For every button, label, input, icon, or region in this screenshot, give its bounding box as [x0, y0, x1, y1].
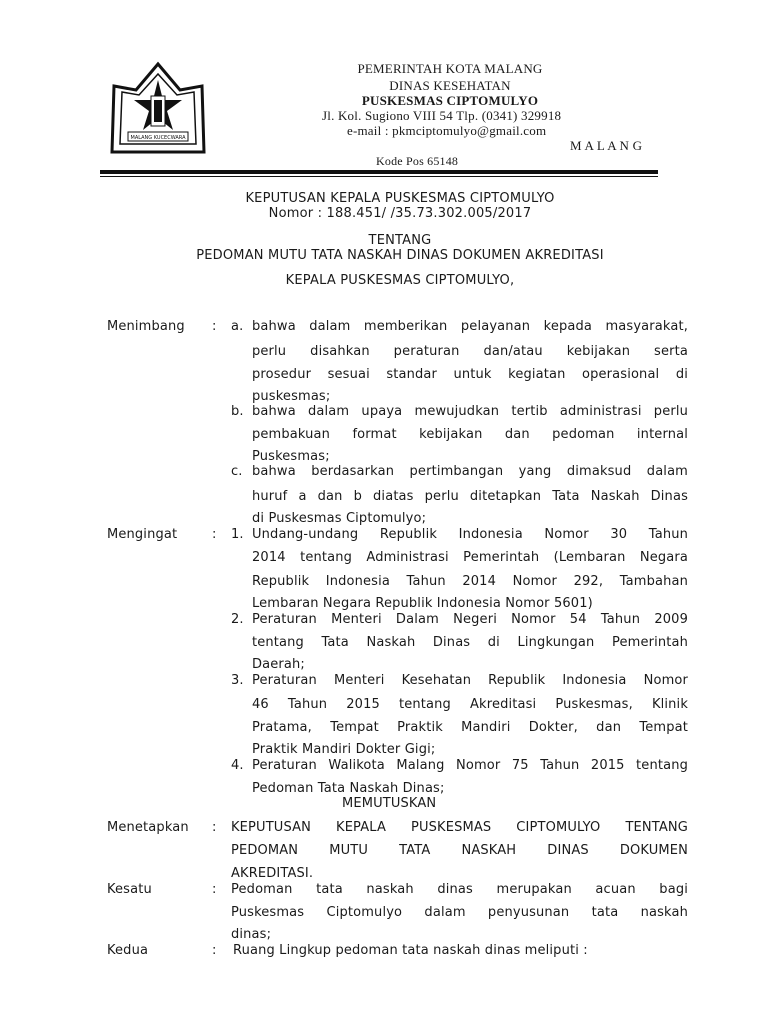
mengingat-3-line: 46 Tahun 2015 tentang Akreditasi Puskesmas, Klinik: [252, 697, 688, 712]
marker-3: 3.: [231, 673, 244, 688]
menimbang-b-line: bahwa dalam upaya mewujudkan tertib administrasi perlu: [252, 404, 688, 419]
mengingat-1-line: Lembaran Negara Republik Indonesia Nomor 5601): [252, 596, 593, 611]
marker-a: a.: [231, 319, 244, 334]
kedua-line: Ruang Lingkup pedoman tata naskah dinas meliputi :: [233, 943, 588, 958]
mengingat-2-line: Peraturan Menteri Dalam Negeri Nomor 54 Tahun 2009: [252, 612, 688, 627]
gov-name: PEMERINTAH KOTA MALANG: [357, 61, 543, 76]
mengingat-3-line: Praktik Mandiri Dokter Gigi;: [252, 742, 436, 757]
menimbang-label: Menimbang: [107, 319, 185, 334]
mengingat-1-line: Undang-undang Republik Indonesia Nomor 30 Tahun: [252, 527, 688, 542]
menimbang-a-line: bahwa dalam memberikan pelayanan kepada masyarakat,: [252, 319, 688, 334]
menimbang-a-line: perlu disahkan peraturan dan/atau kebijakan serta: [252, 344, 688, 359]
marker-c: c.: [231, 464, 243, 479]
svg-text:MALANG KUCECWARA: MALANG KUCECWARA: [130, 135, 186, 141]
issuer: KEPALA PUSKESMAS CIPTOMULYO,: [285, 273, 515, 288]
dept-name: DINAS KESEHATAN: [389, 78, 511, 93]
menimbang-a-line: prosedur sesuai standar untuk kegiatan operasional di: [252, 367, 688, 382]
menetapkan-line: KEPUTUSAN KEPALA PUSKESMAS CIPTOMULYO TENTANG: [231, 820, 688, 835]
mengingat-1-line: Republik Indonesia Tahun 2014 Nomor 292, Tambahan: [252, 574, 688, 589]
mengingat-4-line: Peraturan Walikota Malang Nomor 75 Tahun 2015 tentang: [252, 758, 688, 773]
menimbang-b-line: pembakuan format kebijakan dan pedoman internal: [252, 427, 688, 442]
city: M A L A N G: [570, 138, 643, 153]
mengingat-1-line: 2014 tentang Administrasi Pemerintah (Lembaran Negara: [252, 550, 688, 565]
decree-subject: PEDOMAN MUTU TATA NASKAH DINAS DOKUMEN AKREDITASI: [196, 248, 604, 263]
kesatu-line: Pedoman tata naskah dinas merupakan acuan bagi: [231, 882, 688, 897]
address: Jl. Kol. Sugiono VIII 54 Tlp. (0341) 329918: [322, 108, 562, 123]
kedua-colon: :: [212, 943, 217, 958]
kedua-label: Kedua: [107, 943, 149, 958]
menimbang-a-line: puskesmas;: [252, 389, 331, 404]
menetapkan-line: PEDOMAN MUTU TATA NASKAH DINAS DOKUMEN: [231, 843, 688, 858]
marker-b: b.: [231, 404, 244, 419]
mengingat-3-line: Peraturan Menteri Kesehatan Republik Indonesia Nomor: [252, 673, 688, 688]
menetapkan-line: AKREDITASI.: [231, 866, 314, 881]
mengingat-label: Mengingat: [107, 527, 178, 542]
menimbang-b-line: Puskesmas;: [252, 449, 330, 464]
kesatu-colon: :: [212, 882, 217, 897]
mengingat-2-line: tentang Tata Naskah Dinas di Lingkungan Pemerintah: [252, 635, 688, 650]
menimbang-c-line: di Puskesmas Ciptomulyo;: [252, 511, 427, 526]
menimbang-c-line: bahwa berdasarkan pertimbangan yang dimaksud dalam: [252, 464, 688, 479]
institution-name: PUSKESMAS CIPTOMULYO: [361, 93, 539, 108]
mengingat-4-line: Pedoman Tata Naskah Dinas;: [252, 781, 445, 796]
email: e-mail : pkmciptomulyo@gmail.com: [347, 123, 547, 138]
kesatu-line: Puskesmas Ciptomulyo dalam penyusunan tata naskah: [231, 905, 688, 920]
mengingat-2-line: Daerah;: [252, 657, 305, 672]
menimbang-colon: :: [212, 319, 217, 334]
menimbang-c-line: huruf a dan b diatas perlu ditetapkan Tata Naskah Dinas: [252, 489, 688, 504]
menetapkan-colon: :: [212, 820, 217, 835]
marker-2: 2.: [231, 612, 244, 627]
memutuskan-heading: MEMUTUSKAN: [342, 796, 437, 811]
marker-1: 1.: [231, 527, 244, 542]
postal-code: Kode Pos 65148: [376, 154, 459, 168]
kesatu-line: dinas;: [231, 927, 272, 942]
header-rule-thin: [100, 176, 658, 177]
marker-4: 4.: [231, 758, 244, 773]
tentang-label: TENTANG: [368, 233, 432, 248]
mengingat-3-line: Pratama, Tempat Praktik Mandiri Dokter, dan Tempat: [252, 720, 688, 735]
decree-title: KEPUTUSAN KEPALA PUSKESMAS CIPTOMULYO: [245, 191, 555, 206]
decree-number: Nomor : 188.451/ /35.73.302.005/2017: [268, 206, 532, 221]
city-emblem-logo: [106, 60, 210, 158]
kesatu-label: Kesatu: [107, 882, 152, 897]
header-rule-thick: [100, 170, 658, 174]
mengingat-colon: :: [212, 527, 217, 542]
menetapkan-label: Menetapkan: [107, 820, 189, 835]
